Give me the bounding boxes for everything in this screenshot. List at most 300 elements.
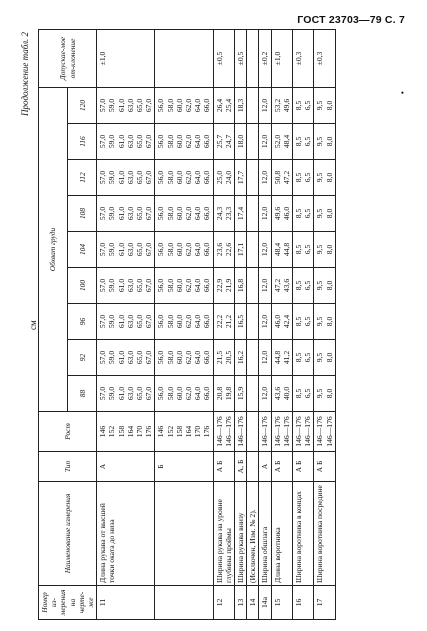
measurement-value: 61,0 <box>116 350 126 365</box>
cell-size-values <box>247 160 259 196</box>
measurement-value: 8,5 <box>294 136 304 147</box>
measurement-value: 8,0 <box>324 388 334 399</box>
height-value: 164 <box>125 425 135 438</box>
cell-size-values <box>271 124 292 160</box>
rotated-table-page <box>20 30 400 620</box>
measurement-value: 48,4 <box>281 134 291 149</box>
cell-size-values <box>293 304 314 340</box>
cell-number: 14а <box>259 586 271 620</box>
cell-size-values <box>155 340 213 376</box>
measurement-value: 67,0 <box>144 98 154 113</box>
measurement-value: 16,8 <box>236 278 246 293</box>
measurement-value: 64,0 <box>193 134 203 149</box>
cell-size-values <box>293 340 314 376</box>
measurement-value: 60,0 <box>174 386 184 401</box>
cell-type: А Б <box>271 452 292 482</box>
cell-size-values <box>271 304 292 340</box>
measurement-value: 66,0 <box>202 242 212 257</box>
measurement-value: 6,5 <box>303 244 313 255</box>
measurement-value: 49,6 <box>281 98 291 113</box>
measurement-value: 8,0 <box>324 172 334 183</box>
cell-size-values <box>213 232 234 268</box>
cell-size-values <box>314 268 335 304</box>
measurement-value: 61,0 <box>116 206 126 221</box>
table-row <box>271 29 292 619</box>
cell-size-values <box>293 160 314 196</box>
cell-type: А Б <box>213 452 234 482</box>
measurement-value: 58,0 <box>165 170 175 185</box>
cell-size-values <box>247 124 259 160</box>
cell-type: А, Б <box>235 452 247 482</box>
cell-tolerance: ±0,3 <box>293 29 314 87</box>
measurement-value: 6,5 <box>303 208 313 219</box>
table-row <box>97 29 155 619</box>
height-value: 170 <box>193 425 203 438</box>
measurement-value: 66,0 <box>202 278 212 293</box>
cell-size-values <box>213 340 234 376</box>
measurement-value: 57,0 <box>98 314 108 329</box>
measurement-value: 67,0 <box>144 386 154 401</box>
height-value: 146—176 <box>236 416 246 447</box>
measurement-value: 61,0 <box>116 278 126 293</box>
cell-size-values <box>97 124 155 160</box>
measurement-value: 62,0 <box>184 98 194 113</box>
measurement-value: 65,0 <box>135 350 145 365</box>
measurement-value: 21,2 <box>223 314 233 329</box>
cell-size-values <box>293 232 314 268</box>
cell-size-values <box>259 87 271 123</box>
measurement-value: 60,0 <box>174 350 184 365</box>
header-size: 88 <box>68 376 97 412</box>
measurement-value: 22,6 <box>223 242 233 257</box>
cell-size-values <box>247 304 259 340</box>
measurement-value: 47,2 <box>281 170 291 185</box>
table-row <box>235 29 247 619</box>
cell-name: Длина рукава от высшей точки оката до низа <box>97 482 155 586</box>
height-value: 146—176 <box>281 416 291 447</box>
measurement-value: 9,5 <box>315 172 325 183</box>
measurement-value: 62,0 <box>184 134 194 149</box>
header-size: 92 <box>68 340 97 376</box>
cell-size-values <box>213 160 234 196</box>
cell-tolerance <box>155 29 213 87</box>
measurement-value: 67,0 <box>144 170 154 185</box>
cell-size-values <box>235 124 247 160</box>
cell-size-values <box>97 268 155 304</box>
measurement-value: 62,0 <box>184 206 194 221</box>
cell-type: Б <box>155 452 213 482</box>
cell-size-values <box>213 124 234 160</box>
measurement-value: 62,0 <box>184 314 194 329</box>
header-size: 108 <box>68 196 97 232</box>
measurement-value: 58,0 <box>165 278 175 293</box>
cell-type: А Б <box>314 452 335 482</box>
measurement-value: 56,0 <box>156 206 166 221</box>
measurement-value: 66,0 <box>202 98 212 113</box>
cell-height <box>155 412 213 452</box>
cell-size-values <box>314 160 335 196</box>
measurement-value: 9,5 <box>315 100 325 111</box>
cell-type: А <box>259 452 271 482</box>
cell-size-values <box>271 340 292 376</box>
cell-size-values <box>314 124 335 160</box>
measurement-value: 50,8 <box>272 170 282 185</box>
cell-size-values <box>155 160 213 196</box>
cell-size-values <box>293 196 314 232</box>
measurement-value: 9,5 <box>315 208 325 219</box>
measurement-value: 12,0 <box>260 314 270 329</box>
measurement-value: 59,0 <box>107 170 117 185</box>
measurement-value: 12,0 <box>260 134 270 149</box>
cell-size-values <box>235 160 247 196</box>
measurement-value: 58,0 <box>165 314 175 329</box>
measurement-value: 21,5 <box>214 350 224 365</box>
measurement-value: 63,0 <box>125 314 135 329</box>
measurement-value: 12,0 <box>260 386 270 401</box>
cell-size-values <box>259 232 271 268</box>
unit-label: см <box>28 320 38 330</box>
cell-number: 17 <box>314 586 335 620</box>
measurement-value: 22,9 <box>214 278 224 293</box>
cell-size-values <box>247 376 259 412</box>
measurement-value: 12,0 <box>260 278 270 293</box>
measurement-value: 20,8 <box>214 386 224 401</box>
cell-height <box>259 412 271 452</box>
header-size: 104 <box>68 232 97 268</box>
measurement-value: 43,6 <box>272 386 282 401</box>
cell-size-values <box>155 196 213 232</box>
height-value: 146 <box>156 425 166 438</box>
cell-size-values <box>155 376 213 412</box>
measurement-value: 47,2 <box>272 278 282 293</box>
measurement-value: 8,5 <box>294 244 304 255</box>
measurement-value: 8,0 <box>324 280 334 291</box>
cell-size-values <box>155 232 213 268</box>
measurement-value: 52,0 <box>272 134 282 149</box>
cell-size-values <box>213 196 234 232</box>
cell-size-values <box>97 87 155 123</box>
height-value: 146 <box>98 425 108 438</box>
measurement-value: 26,4 <box>214 98 224 113</box>
measurement-value: 65,0 <box>135 314 145 329</box>
measurement-value: 41,2 <box>281 350 291 365</box>
measurement-value: 57,0 <box>98 98 108 113</box>
measurement-value: 19,8 <box>223 386 233 401</box>
measurement-value: 59,0 <box>107 134 117 149</box>
measurement-value: 9,5 <box>315 136 325 147</box>
measurement-value: 65,0 <box>135 206 145 221</box>
height-value: 164 <box>184 425 194 438</box>
measurement-value: 56,0 <box>156 350 166 365</box>
cell-height <box>293 412 314 452</box>
cell-tolerance: ±0,5 <box>235 29 247 87</box>
measurement-value: 25,0 <box>214 170 224 185</box>
cell-size-values <box>314 196 335 232</box>
measurement-value: 59,0 <box>107 206 117 221</box>
height-value: 176 <box>144 425 154 438</box>
measurements-table <box>38 29 336 620</box>
header-size: 100 <box>68 268 97 304</box>
cell-size-values <box>314 232 335 268</box>
cell-size-values <box>97 160 155 196</box>
measurement-value: 8,5 <box>294 280 304 291</box>
measurement-value: 64,0 <box>193 98 203 113</box>
table-body <box>97 29 336 619</box>
measurement-value: 61,0 <box>116 98 126 113</box>
height-value: 146—176 <box>303 416 313 447</box>
page-header: ГОСТ 23703—79 С. 7 <box>297 14 405 26</box>
cell-size-values <box>235 232 247 268</box>
header-size: 96 <box>68 304 97 340</box>
height-value: 158 <box>116 425 126 438</box>
cell-size-values <box>293 268 314 304</box>
measurement-value: 62,0 <box>184 350 194 365</box>
measurement-value: 57,0 <box>98 350 108 365</box>
measurement-value: 8,5 <box>294 208 304 219</box>
measurement-value: 49,6 <box>272 206 282 221</box>
cell-size-values <box>293 124 314 160</box>
cell-size-values <box>213 376 234 412</box>
measurement-value: 46,0 <box>281 206 291 221</box>
measurement-value: 25,4 <box>223 98 233 113</box>
cell-size-values <box>97 196 155 232</box>
measurement-value: 59,0 <box>107 386 117 401</box>
measurement-value: 15,9 <box>236 386 246 401</box>
measurement-value: 58,0 <box>165 206 175 221</box>
cell-size-values <box>314 340 335 376</box>
cell-size-values <box>235 87 247 123</box>
measurement-value: 8,0 <box>324 136 334 147</box>
cell-name: Ширина воротника посредине <box>314 482 335 586</box>
measurement-value: 12,0 <box>260 170 270 185</box>
measurement-value: 64,0 <box>193 350 203 365</box>
height-value: 146—176 <box>294 416 304 447</box>
measurement-value: 66,0 <box>202 206 212 221</box>
measurement-value: 67,0 <box>144 134 154 149</box>
height-value: 146—176 <box>223 416 233 447</box>
measurement-value: 64,0 <box>193 386 203 401</box>
cell-number: 12 <box>213 586 234 620</box>
measurement-value: 8,0 <box>324 100 334 111</box>
cell-tolerance: ±1,0 <box>97 29 155 87</box>
height-value: 146—176 <box>272 416 282 447</box>
cell-size-values <box>235 304 247 340</box>
cell-size-values <box>314 87 335 123</box>
page-marker: • <box>400 88 404 98</box>
header-name: Наименование измерения <box>39 482 97 586</box>
cell-type: А <box>97 452 155 482</box>
measurement-value: 24,0 <box>223 170 233 185</box>
cell-tolerance: ±0,5 <box>213 29 234 87</box>
measurement-value: 56,0 <box>156 314 166 329</box>
measurement-value: 9,5 <box>315 244 325 255</box>
measurement-value: 58,0 <box>165 242 175 257</box>
measurement-value: 9,5 <box>315 388 325 399</box>
cell-size-values <box>155 124 213 160</box>
measurement-value: 61,0 <box>116 170 126 185</box>
measurement-value: 64,0 <box>193 206 203 221</box>
cell-number: 15 <box>271 586 292 620</box>
cell-size-values <box>247 268 259 304</box>
cell-size-values <box>235 340 247 376</box>
measurement-value: 65,0 <box>135 98 145 113</box>
measurement-value: 40,0 <box>281 386 291 401</box>
measurement-value: 22,2 <box>214 314 224 329</box>
measurement-value: 57,0 <box>98 278 108 293</box>
cell-size-values <box>259 196 271 232</box>
cell-size-values <box>271 87 292 123</box>
cell-number: 13 <box>235 586 247 620</box>
measurement-value: 62,0 <box>184 278 194 293</box>
measurement-value: 64,0 <box>193 278 203 293</box>
cell-name: Ширина рукава на уровне глубины проймы <box>213 482 234 586</box>
cell-size-values <box>259 304 271 340</box>
measurement-value: 59,0 <box>107 314 117 329</box>
table-row <box>213 29 234 619</box>
measurement-value: 12,0 <box>260 206 270 221</box>
cell-size-values <box>247 87 259 123</box>
cell-height <box>314 412 335 452</box>
measurement-value: 60,0 <box>174 314 184 329</box>
measurement-value: 6,5 <box>303 280 313 291</box>
measurement-value: 6,5 <box>303 352 313 363</box>
measurement-value: 8,0 <box>324 244 334 255</box>
measurement-value: 63,0 <box>125 134 135 149</box>
measurement-value: 24,7 <box>223 134 233 149</box>
measurement-value: 65,0 <box>135 278 145 293</box>
measurement-value: 59,0 <box>107 98 117 113</box>
height-value: 146—176 <box>324 416 334 447</box>
measurement-value: 65,0 <box>135 386 145 401</box>
measurement-value: 48,4 <box>272 242 282 257</box>
measurement-value: 43,6 <box>281 278 291 293</box>
measurement-value: 6,5 <box>303 172 313 183</box>
cell-size-values <box>235 376 247 412</box>
cell-height <box>213 412 234 452</box>
cell-size-values <box>259 376 271 412</box>
cell-size-values <box>271 376 292 412</box>
measurement-value: 58,0 <box>165 134 175 149</box>
cell-size-values <box>259 124 271 160</box>
measurement-value: 53,2 <box>272 98 282 113</box>
measurement-value: 67,0 <box>144 278 154 293</box>
measurement-value: 8,0 <box>324 352 334 363</box>
cell-number: 16 <box>293 586 314 620</box>
measurement-value: 8,5 <box>294 388 304 399</box>
table-row <box>155 29 213 619</box>
height-value: 152 <box>165 425 175 438</box>
measurement-value: 60,0 <box>174 242 184 257</box>
measurement-value: 12,0 <box>260 98 270 113</box>
measurement-value: 9,5 <box>315 316 325 327</box>
cell-tolerance: ±0,2 <box>259 29 271 87</box>
measurement-value: 66,0 <box>202 134 212 149</box>
cell-size-values <box>247 232 259 268</box>
measurement-value: 6,5 <box>303 136 313 147</box>
measurement-value: 8,5 <box>294 100 304 111</box>
cell-type: А Б <box>293 452 314 482</box>
measurement-value: 67,0 <box>144 242 154 257</box>
measurement-value: 16,5 <box>236 314 246 329</box>
cell-size-values <box>97 340 155 376</box>
cell-size-values <box>293 376 314 412</box>
measurement-value: 21,9 <box>223 278 233 293</box>
header-number: Номер из-мерения на черте-же <box>39 586 97 620</box>
continued-caption: Продолжение табл. 2 <box>20 32 30 116</box>
cell-number <box>155 586 213 620</box>
cell-height <box>271 412 292 452</box>
measurement-value: 8,5 <box>294 352 304 363</box>
measurement-value: 63,0 <box>125 350 135 365</box>
cell-size-values <box>97 376 155 412</box>
measurement-value: 66,0 <box>202 386 212 401</box>
cell-name: (Исключен, Изм. № 2). <box>247 482 259 586</box>
measurement-value: 63,0 <box>125 206 135 221</box>
measurement-value: 63,0 <box>125 386 135 401</box>
cell-size-values <box>247 196 259 232</box>
measurement-value: 59,0 <box>107 278 117 293</box>
measurement-value: 63,0 <box>125 170 135 185</box>
cell-name <box>155 482 213 586</box>
measurement-value: 63,0 <box>125 242 135 257</box>
cell-name: Ширина рукава внизу <box>235 482 247 586</box>
header-tolerance: Допускае-мое от-клонение <box>39 29 97 87</box>
measurement-value: 61,0 <box>116 314 126 329</box>
measurement-value: 16,2 <box>236 350 246 365</box>
cell-name: Ширина обшлага <box>259 482 271 586</box>
cell-size-values <box>213 304 234 340</box>
cell-size-values <box>271 160 292 196</box>
measurement-value: 64,0 <box>193 314 203 329</box>
cell-size-values <box>247 340 259 376</box>
measurement-value: 60,0 <box>174 134 184 149</box>
height-value: 158 <box>174 425 184 438</box>
cell-size-values <box>314 304 335 340</box>
measurement-value: 67,0 <box>144 314 154 329</box>
measurement-value: 60,0 <box>174 98 184 113</box>
cell-size-values <box>314 376 335 412</box>
measurement-value: 57,0 <box>98 206 108 221</box>
table-row <box>293 29 314 619</box>
cell-height <box>235 412 247 452</box>
measurement-value: 9,5 <box>315 352 325 363</box>
cell-tolerance: ±0,3 <box>314 29 335 87</box>
measurement-value: 44,8 <box>281 242 291 257</box>
measurement-value: 20,5 <box>223 350 233 365</box>
header-size: 112 <box>68 160 97 196</box>
measurement-value: 64,0 <box>193 242 203 257</box>
cell-size-values <box>235 268 247 304</box>
cell-height <box>247 412 259 452</box>
cell-name: Ширина воротника в концах <box>293 482 314 586</box>
header-type: Тип <box>39 452 97 482</box>
measurement-value: 60,0 <box>174 278 184 293</box>
cell-size-values <box>271 268 292 304</box>
height-value: 152 <box>107 425 117 438</box>
header-height: Рост <box>39 412 97 452</box>
measurement-value: 67,0 <box>144 206 154 221</box>
measurement-value: 66,0 <box>202 314 212 329</box>
measurement-value: 9,5 <box>315 280 325 291</box>
cell-size-values <box>259 160 271 196</box>
measurement-value: 61,0 <box>116 242 126 257</box>
measurement-value: 57,0 <box>98 134 108 149</box>
measurement-value: 57,0 <box>98 386 108 401</box>
measurement-value: 6,5 <box>303 100 313 111</box>
measurement-value: 57,0 <box>98 170 108 185</box>
height-value: 146—176 <box>260 416 270 447</box>
measurement-value: 58,0 <box>165 98 175 113</box>
